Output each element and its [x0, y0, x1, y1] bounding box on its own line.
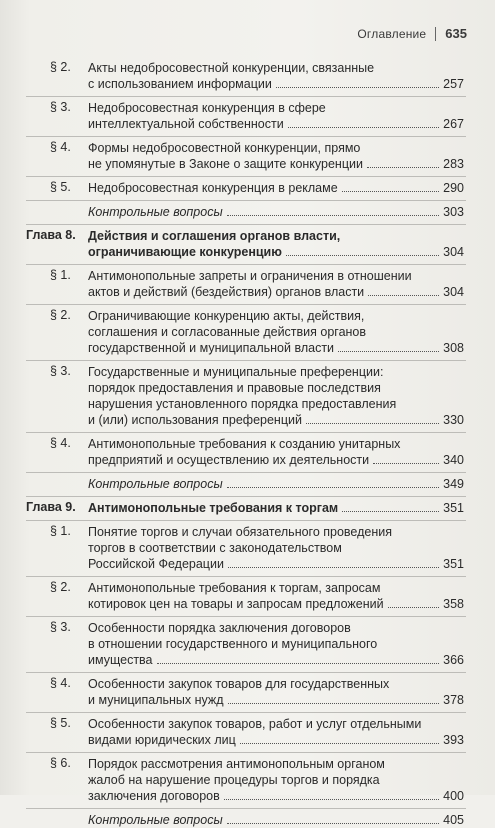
- dot-leader: [373, 463, 439, 464]
- separator-rule: [26, 496, 466, 497]
- title-last-line: [88, 812, 464, 828]
- toc-entry-title: [88, 268, 464, 300]
- title-last-line: [88, 340, 464, 356]
- title-line: котировок цен на товары и запросам предложений: [88, 597, 384, 611]
- entry-page-number: 393: [443, 733, 464, 747]
- toc-entry-title: [88, 204, 464, 220]
- section-number: § 1.: [50, 268, 71, 282]
- separator-rule: [26, 176, 466, 177]
- dot-leader: [227, 487, 439, 488]
- entry-page-number: 351: [443, 501, 464, 515]
- title-last-line: [88, 116, 464, 132]
- section-number: § 4.: [50, 140, 71, 154]
- title-line: с использованием информации: [88, 77, 272, 91]
- title-line: Акты недобросовестной конкуренции, связанные: [88, 61, 375, 75]
- toc-entry-title: [88, 228, 464, 260]
- dot-leader: [276, 87, 439, 88]
- entry-page-number: 349: [443, 477, 464, 491]
- separator-rule: [26, 672, 466, 673]
- dot-leader: [342, 511, 439, 512]
- separator-rule: [26, 576, 466, 577]
- toc-entry-title: [88, 580, 464, 612]
- title-line: и муниципальных нужд: [88, 693, 224, 707]
- separator-rule: [26, 432, 466, 433]
- section-number: § 5.: [50, 716, 71, 730]
- title-line: Контрольные вопросы: [88, 477, 223, 491]
- chapter-number: Глава 9.: [26, 500, 76, 514]
- section-number: § 3.: [50, 100, 71, 114]
- entry-page-number: 366: [443, 653, 464, 667]
- separator-rule: [26, 520, 466, 521]
- separator-rule: [26, 752, 466, 753]
- dot-leader: [228, 567, 439, 568]
- toc-entry-title: [88, 180, 464, 196]
- section-number: § 3.: [50, 364, 71, 378]
- dot-leader: [157, 663, 440, 664]
- title-last-line: [88, 412, 464, 428]
- section-number: § 3.: [50, 620, 71, 634]
- toc-entry-title: [88, 364, 464, 428]
- title-last-line: [88, 596, 464, 612]
- entry-page-number: 257: [443, 77, 464, 91]
- entry-page-number: 304: [443, 245, 464, 259]
- chapter-number: Глава 8.: [26, 228, 76, 242]
- separator-rule: [26, 616, 466, 617]
- title-line: интеллектуальной собственности: [88, 117, 284, 131]
- title-line: Недобросовестная конкуренция в сфере: [88, 101, 326, 115]
- title-line: и (или) использования преференций: [88, 413, 302, 427]
- title-line: государственной и муниципальной власти: [88, 341, 335, 355]
- dot-leader: [286, 255, 439, 256]
- separator-rule: [26, 360, 466, 361]
- section-number: § 2.: [50, 580, 71, 594]
- title-last-line: [88, 204, 464, 220]
- title-last-line: [88, 788, 464, 804]
- separator-rule: [26, 712, 466, 713]
- entry-page-number: 358: [443, 597, 464, 611]
- title-last-line: [88, 284, 464, 300]
- entry-page-number: 378: [443, 693, 464, 707]
- title-line: торгов в соответствии с законодательством: [88, 541, 342, 555]
- title-line: в отношении государственного и муниципального: [88, 637, 378, 651]
- title-line: жалоб на нарушение процедуры торгов и порядка: [88, 773, 380, 787]
- entry-page-number: 330: [443, 413, 464, 427]
- title-last-line: [88, 476, 464, 492]
- running-header: [357, 26, 467, 41]
- dot-leader: [224, 799, 439, 800]
- page-number: 635: [445, 26, 467, 41]
- title-line: имущества: [88, 653, 153, 667]
- title-line: Антимонопольные требования к созданию унитарных: [88, 437, 401, 451]
- title-line: нарушения установленного порядка предоставления: [88, 397, 397, 411]
- title-line: предприятий и осуществлению их деятельности: [88, 453, 370, 467]
- toc-entry-title: [88, 436, 464, 468]
- title-line: Ограничивающие конкуренцию акты, действия,: [88, 309, 365, 323]
- toc-entry-title: [88, 812, 464, 828]
- section-number: § 4.: [50, 676, 71, 690]
- dot-leader: [368, 295, 439, 296]
- separator-rule: [26, 304, 466, 305]
- dot-leader: [338, 351, 439, 352]
- title-line: Антимонопольные запреты и ограничения в отношении: [88, 269, 412, 283]
- section-number: § 2.: [50, 308, 71, 322]
- title-line: Действия и соглашения органов власти,: [88, 229, 341, 243]
- title-line: не упомянутые в Законе о защите конкуренции: [88, 157, 363, 171]
- title-last-line: [88, 556, 464, 572]
- title-line: Особенности закупок товаров для государственных: [88, 677, 390, 691]
- title-line: Особенности порядка заключения договоров: [88, 621, 351, 635]
- section-number: § 2.: [50, 60, 71, 74]
- section-number: § 1.: [50, 524, 71, 538]
- toc-entry-title: [88, 100, 464, 132]
- title-line: Антимонопольные требования к торгам: [88, 501, 339, 515]
- toc-entry-title: [88, 500, 464, 516]
- separator-rule: [26, 808, 466, 809]
- header-divider: [435, 27, 436, 41]
- title-last-line: [88, 652, 464, 668]
- title-line: Государственные и муниципальные преференции:: [88, 365, 384, 379]
- entry-page-number: 308: [443, 341, 464, 355]
- toc-entry-title: [88, 308, 464, 356]
- title-line: соглашения и согласованные действия органов: [88, 325, 367, 339]
- toc-entry-title: [88, 756, 464, 804]
- toc-entry-title: [88, 140, 464, 172]
- title-line: порядок предоставления и правовые последствия: [88, 381, 381, 395]
- title-last-line: [88, 156, 464, 172]
- dot-leader: [228, 703, 440, 704]
- title-line: Формы недобросовестной конкуренции, прямо: [88, 141, 361, 155]
- title-last-line: [88, 500, 464, 516]
- title-last-line: [88, 244, 464, 260]
- title-line: Контрольные вопросы: [88, 813, 223, 827]
- title-last-line: [88, 732, 464, 748]
- entry-page-number: 405: [443, 813, 464, 827]
- title-line: Особенности закупок товаров, работ и услуг отдельными: [88, 717, 422, 731]
- title-line: Антимонопольные требования к торгам, запросам: [88, 581, 381, 595]
- dot-leader: [342, 191, 439, 192]
- title-line: Понятие торгов и случаи обязательного проведения: [88, 525, 393, 539]
- entry-page-number: 340: [443, 453, 464, 467]
- dot-leader: [388, 607, 440, 608]
- entry-page-number: 290: [443, 181, 464, 195]
- separator-rule: [26, 200, 466, 201]
- separator-rule: [26, 96, 466, 97]
- entry-page-number: 304: [443, 285, 464, 299]
- toc-entry-title: [88, 716, 464, 748]
- title-line: Российской Федерации: [88, 557, 224, 571]
- title-line: видами юридических лиц: [88, 733, 236, 747]
- dot-leader: [367, 167, 439, 168]
- section-number: § 5.: [50, 180, 71, 194]
- toc-entry-title: [88, 524, 464, 572]
- section-number: § 4.: [50, 436, 71, 450]
- separator-rule: [26, 264, 466, 265]
- title-line: заключения договоров: [88, 789, 220, 803]
- title-line: Порядок рассмотрения антимонопольным органом: [88, 757, 385, 771]
- section-number: § 6.: [50, 756, 71, 770]
- entry-page-number: 283: [443, 157, 464, 171]
- separator-rule: [26, 472, 466, 473]
- entry-page-number: 303: [443, 205, 464, 219]
- separator-rule: [26, 136, 466, 137]
- entry-page-number: 400: [443, 789, 464, 803]
- title-line: Контрольные вопросы: [88, 205, 223, 219]
- title-last-line: [88, 452, 464, 468]
- title-last-line: [88, 692, 464, 708]
- toc-entry-title: [88, 476, 464, 492]
- dot-leader: [227, 215, 439, 216]
- toc-entry-title: [88, 60, 464, 92]
- separator-rule: [26, 224, 466, 225]
- toc-entry-title: [88, 620, 464, 668]
- running-header-title: Оглавление: [357, 26, 427, 41]
- entry-page-number: 267: [443, 117, 464, 131]
- title-last-line: [88, 180, 464, 196]
- entry-page-number: 351: [443, 557, 464, 571]
- title-line: ограничивающие конкуренцию: [88, 245, 282, 259]
- dot-leader: [227, 823, 439, 824]
- title-line: Недобросовестная конкуренция в рекламе: [88, 181, 338, 195]
- dot-leader: [288, 127, 439, 128]
- toc-entry-title: [88, 676, 464, 708]
- title-last-line: [88, 76, 464, 92]
- dot-leader: [240, 743, 439, 744]
- dot-leader: [306, 423, 439, 424]
- title-line: актов и действий (бездействия) органов власти: [88, 285, 365, 299]
